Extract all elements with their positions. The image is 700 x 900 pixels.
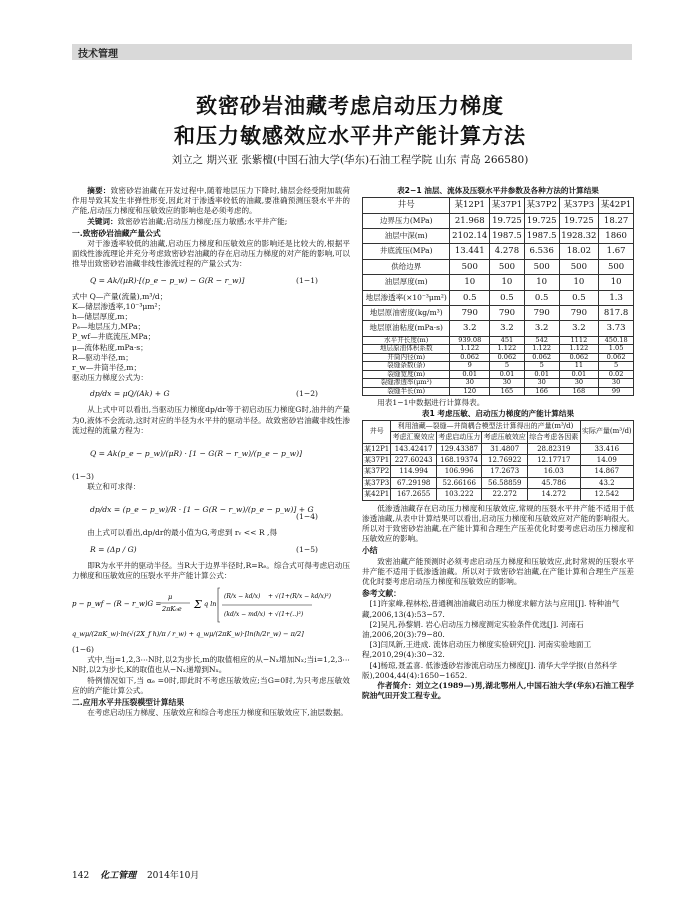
table21-caption: 表2−1 油层、流体及压裂水平井参数及各种方法的计算结果 [397,186,599,195]
table11-cell: 45.786 [528,477,581,488]
table21-row-label: 供给边界 [363,259,450,274]
section2-heading: 二.应用水平井压裂模型计算结果 [72,698,185,708]
eq1-number: (1−1) [296,275,318,285]
table11-cell: 168.19374 [436,454,482,465]
equation-1-4 [72,495,350,525]
table21-cell: 939.08 [450,336,490,345]
svg-text:+ √(1+(R/x − kd/x)²): + √(1+(R/x − kd/x)²) [268,593,332,601]
table11-subheader-cell: 综合考虑各因素 [529,433,579,442]
table11-cell: 14.272 [528,489,581,500]
table21-cell: 790 [559,306,599,321]
table21-cell: 1928.32 [559,229,599,244]
table21-row [363,213,634,228]
table21-row-label: 裂缝宽度(m) [363,370,450,379]
table21-cell: 30 [490,379,525,388]
table21-header-row [363,198,634,213]
keywords-label: 关键词： [87,216,118,226]
table11-row [363,454,634,465]
table21-cell: 500 [599,259,634,274]
table11-row [363,466,634,477]
table11-well-header: 井号 [363,420,391,443]
definition-line: h—储层厚度,m； [72,312,133,322]
table21-header-cell: 某37P1 [490,198,525,213]
equation-1-2 [72,386,350,402]
table21-cell: 817.8 [599,306,634,321]
table21-cell: 0.062 [559,353,599,362]
table11-caption: 表1 考虑压敏、启动压力梯度的产能计算结果 [421,408,575,418]
svg-text:+ √(1+(..)²): + √(1+(..)²) [268,611,304,619]
table21-cell: 1112 [559,336,599,345]
definition-line: 式中 Q—产量(流量),m³/d； [72,291,168,301]
title-line-1: 致密砂岩油藏考虑启动压力梯度 [196,94,504,118]
table11-cell: 143.42417 [391,443,437,454]
svg-text:Σ: Σ [194,598,202,612]
reference-item: [3]闫凤新,王进成. 流体启动压力梯度实验研究[J]. 河南实验地面工程,2010,29(4):30−32. [362,640,592,660]
table11-cell: 22.272 [482,489,528,500]
table21-cell: 1.67 [599,244,634,259]
table21-cell: 500 [490,259,525,274]
table21-cell: 542 [524,336,559,345]
table21-cell: 0.5 [450,290,490,305]
table21-cell: 18.02 [559,244,599,259]
table21-cell: 1.3 [599,290,634,305]
table21-cell: 500 [559,259,599,274]
table21-row-label: 裂缝半长(m) [363,387,450,396]
svg-text:p − p_wf − (R − r_w)G =: p − p_wf − (R − r_w)G = [72,600,162,609]
references-heading: 参考文献： [362,589,401,599]
table21-row-label: 裂缝渗透率(μm²) [363,379,450,388]
eq6-number: (1−6) [72,645,94,655]
table21-cell: 10 [559,275,599,290]
table21-cell: 0.062 [524,353,559,362]
table21-row-label: 边界压力(MPa) [363,213,450,228]
table21-row [363,259,634,274]
table-note: 用表1−1中数据进行计算得表。 [377,398,485,408]
table21-row-label: 地层原油密度(kg/m³) [363,306,450,321]
table21-cell: 30 [524,379,559,388]
table21-cell: 1987.5 [490,229,525,244]
abstract-text: 致密砂岩油藏在开发过程中,随着地层压力下降时,储层会经受附加载荷作用导致其发生非弹性形变,因此对于渗透率较低的油藏,要准确预测压裂水平井的产能,启动压力梯度和压敏效应的影响也是必须考虑的。 [72,186,351,216]
table21-cell: 168 [559,387,599,396]
table21-cell: 1860 [599,229,634,244]
eq1-text: Q = Ak/(μR)·[(p_e − p_w) − G(R − r_w)] [90,275,245,285]
table11-cell: 14.09 [580,454,633,465]
keywords-text: 致密砂岩油藏;启动压力梯度;压力敏感;水平井产能; [117,216,288,226]
table11-cell: 67.29198 [391,477,437,488]
table-2-1 [362,197,634,396]
table21-row-label: 油层中深(m) [363,229,450,244]
table21-row [363,387,634,396]
table21-cell: 1987.5 [524,229,559,244]
table21-cell: 1.122 [559,345,599,354]
conclusion-para: 低渗透油藏存在启动压力梯度和压敏效应,常规的压裂水平井产能不适用于低渗透油藏,从表中计算结果可以看出,启动压力梯度和压敏效应对产能的影响很大。所以对于致密砂岩油藏,在产能计算和合理生产压差优化时要考虑启动压力梯度和压敏效应的影响。 [362,503,634,544]
section1-heading: 一.致密砂岩油藏产量公式 [72,228,161,238]
table21-cell: 30 [450,379,490,388]
table11-subheader-cell: 考虑启动压力 [438,433,481,442]
table11-well: 某37P2 [364,467,390,476]
table21-row [363,275,634,290]
equation-1-6-graphic [72,584,332,642]
table11-cell: 14.867 [580,466,633,477]
section1-para5: 即R为水平井的驱动半径。当R大于边界半径时,R=Rₑ。综合式可得考虑启动压力梯度和压敏效应的压裂水平井产能计算公式： [72,560,350,580]
table21-cell: 1.122 [524,345,559,354]
eq3-number: (1−3) [72,472,94,482]
definition-line: K—储层渗透率,10⁻³μm²； [72,301,166,311]
table21-cell: 19.725 [559,213,599,228]
section1-para3: 联立和可求得： [87,482,141,492]
definition-line: Pₑ—地层压力,MPa； [72,322,146,332]
table11-cell: 28.82319 [528,443,581,454]
table21-row-label: 地层渗透率(×10⁻³μm²) [363,290,450,305]
table21-cell: 13.441 [450,244,490,259]
table21-cell: 120 [450,387,490,396]
equation-1-5 [72,542,350,558]
table21-cell: 1.122 [490,345,525,354]
table11-cell: 167.2655 [391,489,437,500]
svg-text:(kd/x − md/x): (kd/x − md/x) [224,611,266,619]
table21-cell: 1.05 [599,345,634,354]
table11-cell: 114.994 [391,466,437,477]
table11-cell: 12.76922 [482,454,528,465]
table11-cell: 56.58859 [482,477,528,488]
table11-cell: 43.2 [580,477,633,488]
table21-cell: 0.062 [450,353,490,362]
keywords [72,217,350,227]
section1-para2: 从上式中可以看出,当驱动压力梯度dp/dr等于初启动压力梯度G时,油井的产量为0,液体不会流动,这时对应的半径为水平井的驱动半径。故致密砂岩油藏非线性渗流过程的流量方程为： [72,405,350,435]
definition-line: μ—流体粘度,mPa·s； [72,342,148,352]
table21-header-cell: 某42P1 [599,198,634,213]
svg-text:2πK₀e: 2πK₀e [162,605,182,614]
eq5-text: R = (Δp / G) [90,544,137,554]
table11-cell: 52.66166 [436,477,482,488]
table11-cell: 17.2673 [482,466,528,477]
definition-line: R—驱动半径,m； [72,352,133,362]
table21-cell: 18.27 [599,213,634,228]
table11-cell: 16.03 [528,466,581,477]
table21-cell: 0.5 [524,290,559,305]
summary-heading: 小结 [362,546,378,556]
table11-subheader-cell: 考虑压敏效应 [483,433,526,442]
table21-row [363,229,634,244]
abstract-label: 摘要： [87,186,111,195]
table21-row [363,321,634,336]
reference-item: [4]杨琼,聂孟喜. 低渗透砂岩渗流启动压力梯度[J]. 清华大学学报(自然科学版),2004,44(4):1650−1652. [362,660,617,680]
table11-cell: 106.996 [436,466,482,477]
table21-cell: 3.2 [524,321,559,336]
table11-cell: 12.542 [580,489,633,500]
magazine-name: 化工管理 [100,871,137,881]
table11-row [363,489,634,500]
table21-cell: 10 [490,275,525,290]
table21-cell: 0.01 [559,370,599,379]
author-bio-label: 作者简介： [377,681,416,691]
table11-cell: 12.17717 [528,454,581,465]
section1-para4: 由上式可以看出,dp/dr的最小值为G,考虑到 rᵥ << R ,得 [87,528,278,538]
table21-row [363,290,634,305]
section2-para1: 在考虑启动压力梯度、压敏效应和综合考虑压力梯度和压敏效应下,油层数据。 [87,708,348,718]
table21-cell: 450.18 [599,336,634,345]
eq4-text: dp/dx = (p_e − p_w)/R · [1 − G(R − r_w)/(p_e − p_w)] + G [90,505,314,515]
table11-row [363,477,634,488]
footer [72,868,199,881]
table11-group-header: 利用油藏—裂缝—井筒耦合模型法计算得出的产量(m³/d) [391,420,580,431]
table21-cell: 166 [524,387,559,396]
equation-1-1 [72,273,350,289]
right-column [362,186,634,701]
table21-cell: 30 [599,379,634,388]
table-1-1 [362,420,634,501]
eq5-number: (1−5) [296,544,318,554]
table21-row-label: 水平井长度(m) [363,336,450,345]
table21-cell: 0.062 [490,353,525,362]
definition-line: r_w—井筒半径,m； [72,363,142,373]
table21-cell: 11 [559,362,599,371]
eq2-text: dp/dx = μQ/(Ak) + G [90,389,170,399]
eq3-text: Q = Ak(p_e − p_w)/(μR) · [1 − G(R − r_w)/(p_e − p_w)] [90,449,303,459]
table21-cell: 4.278 [490,244,525,259]
table21-row [363,244,634,259]
table21-cell: 19.725 [490,213,525,228]
table21-header-cell: 井号 [363,198,450,213]
section-tag: 技术管理 [78,49,118,60]
table21-cell: 500 [524,259,559,274]
table11-cell: 31.4807 [482,443,528,454]
table21-cell: 0.01 [490,370,525,379]
table11-row [363,443,634,454]
table11-well: 某37P3 [364,478,390,487]
table21-row-label: 井底流压(MPa) [363,244,450,259]
table21-cell: 10 [450,275,490,290]
table21-cell: 1.122 [450,345,490,354]
table21-cell: 5 [490,362,525,371]
table21-cell: 0.5 [559,290,599,305]
table21-cell: 500 [450,259,490,274]
table21-cell: 99 [599,387,634,396]
title-line-2: 和压力敏感效应水平井产能计算方法 [174,124,526,148]
definition-line: P_wf—井底流压,MPa； [72,332,156,342]
table21-row-label: 井筒内径(m) [363,353,450,362]
table21-cell: 790 [524,306,559,321]
table21-row-label: 裂缝条数(条) [363,362,450,371]
table21-cell: 0.01 [450,370,490,379]
left-column [72,186,350,719]
table21-cell: 10 [599,275,634,290]
table21-cell: 3.2 [559,321,599,336]
table21-cell: 21.968 [450,213,490,228]
svg-text:μ: μ [168,593,173,602]
equation-1-3 [72,439,350,469]
equation-1-6 [72,584,350,642]
table21-header-cell: 某37P2 [524,198,559,213]
table21-cell: 3.73 [599,321,634,336]
table21-cell: 451 [490,336,525,345]
reference-item: [2]吴凡,孙黎娟. 岩心启动压力梯度测定实验条件优选[J]. 河南石油,2006,20(3):79−80. [362,619,584,640]
issue-date: 2014年10月 [146,871,200,881]
table11-cell: 129.43387 [436,443,482,454]
page-number: 142 [72,871,90,881]
table21-cell: 5 [524,362,559,371]
table21-cell: 6.536 [524,244,559,259]
table21-header-cell: 某37P3 [559,198,599,213]
table11-subheader-cell: 考虑汇聚效应 [392,433,435,442]
svg-text:(R/x − kd/x): (R/x − kd/x) [224,593,261,601]
eq2-number: (1−2) [296,389,318,399]
summary-text: 致密油藏产能预测时必须考虑启动压力梯度和压敏效应,此时常规的压裂水平井产能不适用于低渗透油藏。所以对于致密砂岩油藏,在产能计算和合理生产压差优化时要考虑启动压力梯度和压敏效应的影响。 [362,556,634,587]
table21-row-label: 油层厚度(m) [363,275,450,290]
table11-cell: 103.222 [436,489,482,500]
eq4-number: (1−4) [296,512,318,522]
section1-para7: 特例情况如下,当 αₑ =0时,即此时不考虑压敏效应;当G=0时,为只考虑压敏效应的的产能计算公式。 [72,675,350,695]
abstract [72,186,350,217]
definitions-list [72,292,350,384]
table21-cell: 790 [490,306,525,321]
table11-cell: 227.60243 [391,454,437,465]
table21-cell: 19.725 [524,213,559,228]
table21-cell: 9 [450,362,490,371]
section1-para6: 式中,当j=1,2,3⋯N时,以2为步长,m的取值相应的从−Nₓ增加Nₓ;当i=1,2,3⋯N时,以2为步长,K的取值也从−Nₓ递增到Nₓ。 [72,655,350,675]
table21-cell: 5 [599,362,634,371]
table21-cell: 165 [490,387,525,396]
section1-para1: 对于渗透率较低的油藏,启动压力梯度和压敏效应的影响还是比较大的,根据平面线性渗流理论并充分考虑致密砂岩油藏的存在启动压力梯度的对产能的影响,可以推导出致密砂岩油藏非线性渗流过程的产量公式为： [72,239,350,269]
table21-row-label: 地层原油粘度(mPa·s) [363,321,450,336]
table21-cell: 30 [559,379,599,388]
author-bio-text: 刘立之(1989—)男,湖北鄂州人,中国石油大学(华东)石油工程学院油气田开发工程专业。 [362,681,634,701]
table21-row-label: 地层原油体积系数 [363,345,450,354]
table21-cell: 10 [524,275,559,290]
reference-item: [1]许家峰,程林松,普通稠油油藏启动压力梯度求解方法与应用[J]. 特种油气藏,2006,13(4):53−57. [362,599,620,619]
table21-cell: 0.02 [599,370,634,379]
table11-cell: 33.416 [580,443,633,454]
table11-well: 某37P1 [364,455,390,464]
table11-well: 某42P1 [364,490,390,499]
table21-cell: 790 [450,306,490,321]
definition-line: 驱动压力梯度公式为： [72,373,148,383]
table21-cell: 2102.14 [450,229,490,244]
table21-row [363,306,634,321]
references-list [362,599,634,681]
table11-actual-header: 实际产量(m³/d) [580,420,633,443]
author-bio [362,681,634,701]
table11-well: 某12P1 [364,444,390,453]
table21-cell: 0.5 [490,290,525,305]
table21-cell: 3.2 [450,321,490,336]
authors: 刘立之 期兴亚 张紫檀(中国石油大学(华东)石油工程学院 山东 青岛 266580) [171,154,529,166]
table21-cell: 3.2 [490,321,525,336]
header-band [72,44,632,60]
svg-text:q_wμ/(2πK_w)·ln(√(2X_f h)/π /: q_wμ/(2πK_w)·ln(√(2X_f h)/π / r_w) + q_wμ/(2πK_w)·[ln(h/2r_w) − π/2] [72,630,304,639]
table21-cell: 0.01 [524,370,559,379]
table21-header-cell: 某12P1 [450,198,490,213]
table21-cell: 0.062 [599,353,634,362]
svg-text:q ln: q ln [204,600,217,609]
